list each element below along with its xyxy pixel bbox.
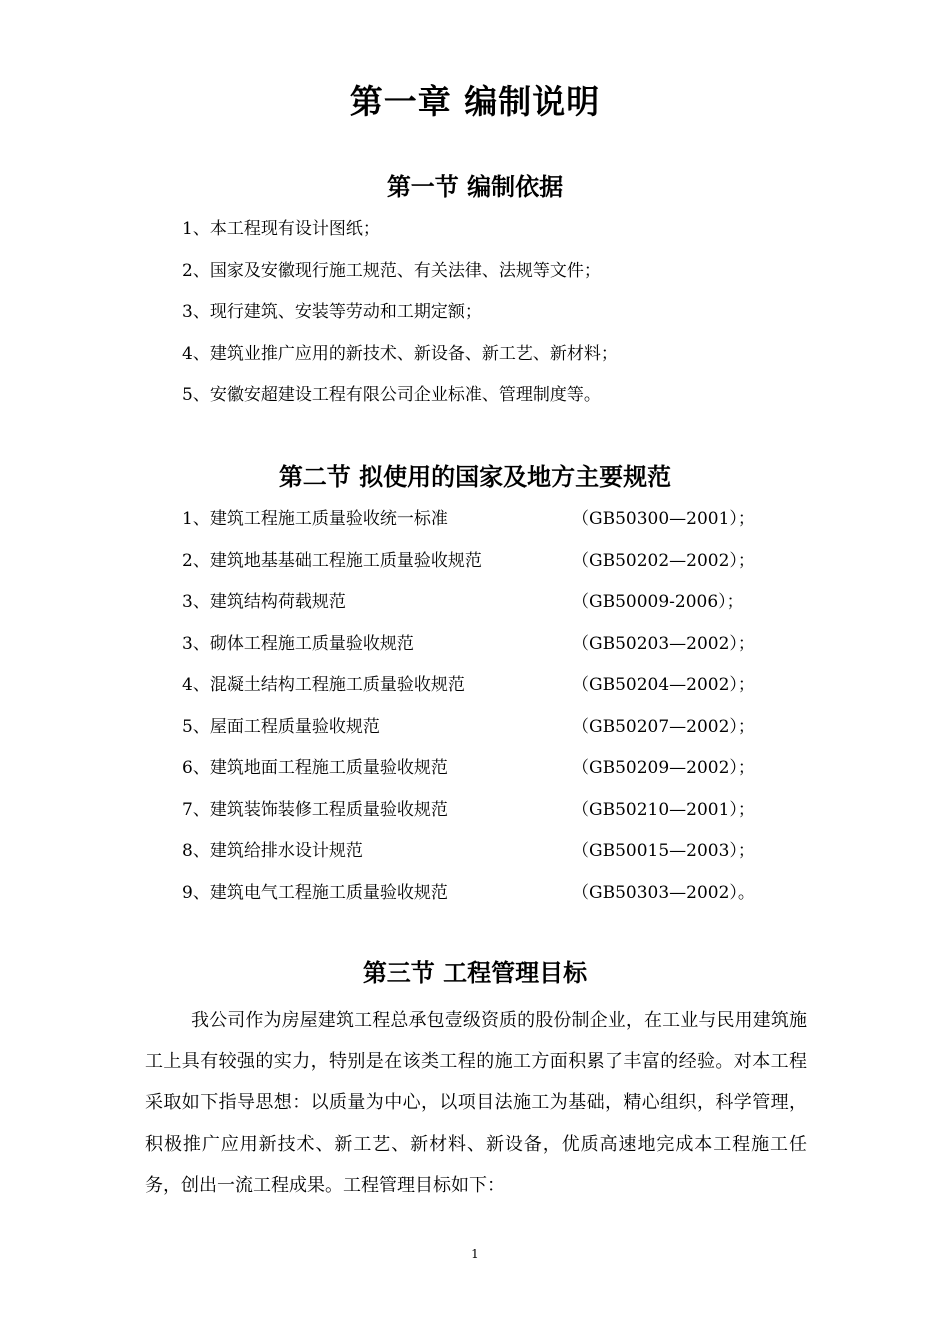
standard-row <box>182 840 782 882</box>
list-item: 3、现行建筑、安装等劳动和工期定额； <box>182 302 482 322</box>
standard-code: （GB50300—2001）； <box>572 509 755 529</box>
standard-row <box>182 591 782 633</box>
standard-code: （GB50015—2003）； <box>572 841 755 861</box>
page-number: 1 <box>471 1247 479 1261</box>
section-3-title: 第三节 工程管理目标 <box>362 959 588 987</box>
standard-row <box>182 799 782 841</box>
standard-code: （GB50203—2002）； <box>572 633 755 654</box>
standard-code: （GB50202—2002）； <box>572 550 755 571</box>
standard-row <box>182 508 782 550</box>
standard-name: 5、屋面工程质量验收规范 <box>182 716 380 737</box>
standards-list <box>182 508 782 923</box>
basis-list <box>182 218 618 426</box>
chapter-title: 第一章 编制说明 <box>349 82 601 121</box>
standard-code: （GB50009-2006）； <box>572 592 744 612</box>
standard-name: 1、建筑工程施工质量验收统一标准 <box>182 509 448 529</box>
section-1-title: 第一节 编制依据 <box>386 173 564 201</box>
management-goals-paragraph: 我公司作为房屋建筑工程总承包壹级资质的股份制企业，在工业与民用建筑施工上具有较强的实力，特别是在该类工程的施工方面积累了丰富的经验。对本工程采取如下指导思想：以质量为中心，以项目法施工为基础，精心组织，科学管理，积极推广应用新技术、新工艺、新材料、新设备，优质高速地完成本工程施工任务，创出一流工程成果。工程管理目标如下： <box>145 1010 807 1196</box>
standard-code: （GB50303—2002）。 <box>572 882 755 903</box>
standard-row <box>182 882 782 924</box>
standard-row <box>182 757 782 799</box>
standard-code: （GB50204—2002）； <box>572 675 755 695</box>
section-2-title: 第二节 拟使用的国家及地方主要规范 <box>278 463 672 491</box>
standard-name: 6、建筑地面工程施工质量验收规范 <box>182 758 448 778</box>
list-item: 1、本工程现有设计图纸； <box>182 219 380 239</box>
standard-code: （GB50210—2001）； <box>572 799 755 820</box>
standard-row <box>182 550 782 592</box>
standard-row <box>182 716 782 758</box>
standard-name: 3、建筑结构荷载规范 <box>182 592 346 612</box>
standard-name: 7、建筑装饰装修工程质量验收规范 <box>182 799 448 820</box>
standard-name: 3、砌体工程施工质量验收规范 <box>182 633 414 654</box>
standard-name: 8、建筑给排水设计规范 <box>182 841 363 861</box>
standard-code: （GB50207—2002）； <box>572 716 755 737</box>
list-item: 2、国家及安徽现行施工规范、有关法律、法规等文件； <box>182 260 601 281</box>
standard-name: 9、建筑电气工程施工质量验收规范 <box>182 882 448 903</box>
standard-row <box>182 633 782 675</box>
list-item: 5、安徽安超建设工程有限公司企业标准、管理制度等。 <box>182 385 601 405</box>
standard-name: 2、建筑地基基础工程施工质量验收规范 <box>182 550 482 571</box>
standard-name: 4、混凝土结构工程施工质量验收规范 <box>182 675 465 695</box>
standard-code: （GB50209—2002）； <box>572 758 755 778</box>
list-item: 4、建筑业推广应用的新技术、新设备、新工艺、新材料； <box>182 343 618 364</box>
standard-row <box>182 674 782 716</box>
